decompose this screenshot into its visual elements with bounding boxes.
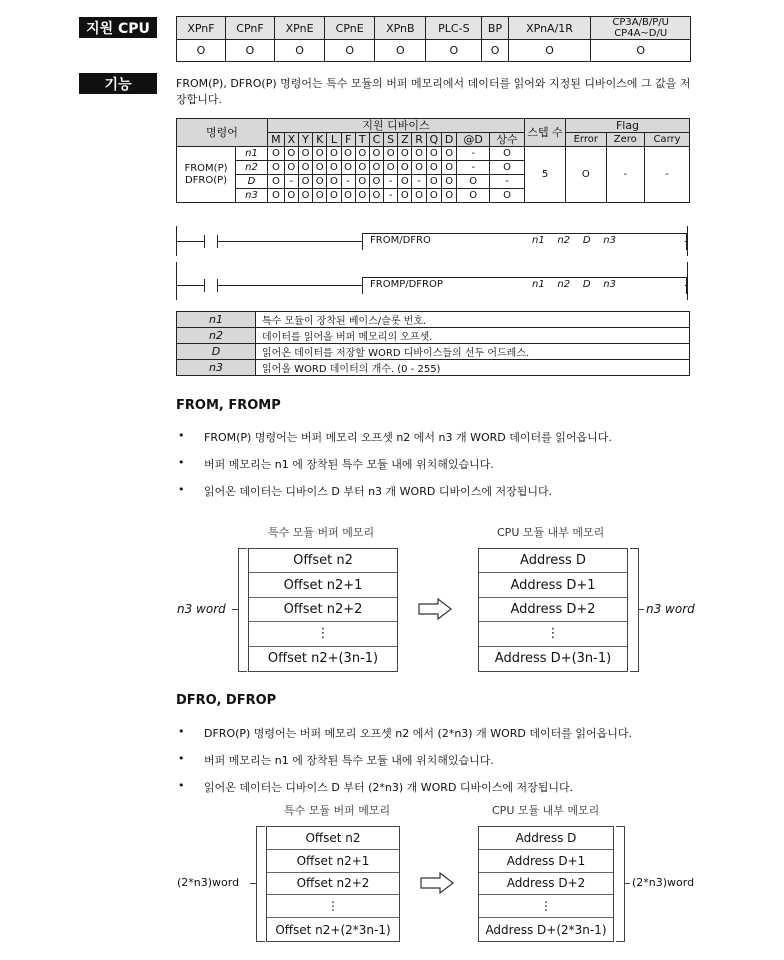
device-support-cell: O bbox=[313, 189, 327, 203]
s2-left-bracket bbox=[256, 826, 265, 942]
device-support-cell: O bbox=[442, 189, 457, 203]
operand-label: n2 bbox=[236, 161, 268, 175]
memory-cell: ⋮ bbox=[479, 622, 627, 646]
bullet-dot: • bbox=[178, 456, 185, 469]
bullet-item bbox=[178, 725, 698, 741]
device-support-cell: O bbox=[355, 189, 369, 203]
operand-description: 데이터를 읽어올 버퍼 메모리의 오프셋. bbox=[256, 328, 690, 344]
device-col-header: Z bbox=[398, 133, 412, 147]
device-support-cell: O bbox=[369, 147, 383, 161]
cpu-value: O bbox=[591, 40, 691, 62]
device-support-cell: O bbox=[341, 161, 355, 175]
device-support-cell: O bbox=[327, 161, 341, 175]
device-support-table bbox=[176, 118, 690, 203]
s1-left-bracket bbox=[238, 548, 247, 672]
memory-cell: Address D+(2*3n-1) bbox=[485, 922, 607, 937]
bullet-dot: • bbox=[178, 725, 185, 738]
device-support-cell: O bbox=[355, 175, 369, 189]
memory-cell: Address D bbox=[479, 827, 613, 850]
device-support-cell: O bbox=[398, 189, 412, 203]
memory-cell: Offset n2+1 bbox=[267, 850, 399, 873]
memory-cell: Offset n2+(3n-1) bbox=[267, 651, 379, 667]
step-count: 5 bbox=[525, 147, 566, 203]
s2-cpu-memory bbox=[478, 826, 614, 942]
memory-cell: Address D bbox=[479, 549, 627, 573]
s1-right-label: n3 word bbox=[646, 602, 695, 616]
ladder-instr-2: FROMP/DFROP bbox=[370, 279, 443, 290]
bullet-text: 읽어온 데이터는 디바이스 D 부터 n3 개 WORD 디바이스에 저장됩니다. bbox=[204, 485, 553, 498]
device-support-cell: O bbox=[298, 189, 312, 203]
device-support-cell: - bbox=[457, 147, 490, 161]
cpu-header: XPnF bbox=[177, 17, 226, 40]
contact-symbol bbox=[204, 279, 218, 292]
bullet-text: 읽어온 데이터는 디바이스 D 부터 (2*n3) 개 WORD 디바이스에 저장됩니다. bbox=[204, 781, 574, 794]
device-col-header: L bbox=[327, 133, 341, 147]
device-support-cell: O bbox=[298, 161, 312, 175]
s1-right-title: CPU 모듈 내부 메모리 bbox=[497, 526, 605, 539]
device-support-cell: - bbox=[412, 175, 426, 189]
s2-left-label: (2*n3)word bbox=[177, 876, 240, 889]
support-cpu-badge: 지원 CPU bbox=[79, 17, 157, 38]
device-support-cell: O bbox=[426, 161, 441, 175]
device-support-cell: O bbox=[369, 189, 383, 203]
device-support-cell: O bbox=[267, 161, 284, 175]
cpu-header: XPnA/1R bbox=[508, 17, 591, 40]
operand-label: D bbox=[236, 175, 268, 189]
ladder-ops-2: n1 n2 D n3 bbox=[532, 279, 616, 290]
flag-col-header: Error bbox=[566, 133, 607, 147]
device-support-cell: - bbox=[384, 175, 398, 189]
cpu-value: O bbox=[325, 40, 375, 62]
device-support-cell: O bbox=[412, 161, 426, 175]
s1-cpu-memory bbox=[478, 548, 628, 672]
device-support-cell: O bbox=[298, 175, 312, 189]
device-support-cell: O bbox=[327, 189, 341, 203]
device-support-cell: O bbox=[398, 175, 412, 189]
bullet-item bbox=[178, 483, 698, 499]
flag-header: Flag bbox=[566, 119, 690, 133]
device-support-cell: O bbox=[313, 147, 327, 161]
memory-cell: Offset n2+2 bbox=[267, 873, 399, 896]
device-header: 지원 디바이스 bbox=[267, 119, 524, 133]
bullet-item bbox=[178, 456, 698, 472]
memory-cell: Offset n2+(2*3n-1) bbox=[275, 922, 391, 937]
bullet-dot: • bbox=[178, 752, 185, 765]
device-col-header: R bbox=[412, 133, 426, 147]
device-col-header: @D bbox=[457, 133, 490, 147]
device-support-cell: O bbox=[457, 175, 490, 189]
bullet-text: 버퍼 메모리는 n1 에 장착된 특수 모듈 내에 위치해있습니다. bbox=[204, 754, 494, 767]
cpu-header: XPnE bbox=[275, 17, 325, 40]
command-name: FROM(P) DFRO(P) bbox=[177, 147, 236, 203]
device-col-header: Q bbox=[426, 133, 441, 147]
flag-value: - bbox=[606, 147, 644, 203]
operand-name: D bbox=[177, 344, 256, 360]
arrow-right-icon bbox=[418, 598, 452, 620]
device-support-cell: O bbox=[313, 175, 327, 189]
operand-label: n3 bbox=[236, 189, 268, 203]
function-description: FROM(P), DFRO(P) 명령어는 특수 모듈의 버퍼 메모리에서 데이터를 읽어와 지정된 디바이스에 그 값을 저장합니다. bbox=[176, 77, 691, 106]
device-support-cell: O bbox=[398, 161, 412, 175]
flag-value: O bbox=[566, 147, 607, 203]
cpu-header: CPnE bbox=[325, 17, 375, 40]
memory-cell: Address D+2 bbox=[479, 873, 613, 896]
arrow-right-icon bbox=[420, 872, 454, 894]
device-support-cell: O bbox=[442, 161, 457, 175]
s1-buffer-memory bbox=[248, 548, 398, 672]
memory-cell: ⋮ bbox=[479, 895, 613, 918]
memory-cell: Offset n2 bbox=[267, 827, 399, 850]
device-support-cell: O bbox=[412, 189, 426, 203]
device-support-cell: O bbox=[355, 147, 369, 161]
s2-right-bracket bbox=[616, 826, 625, 942]
s1-right-bracket bbox=[630, 548, 639, 672]
device-support-cell: O bbox=[341, 189, 355, 203]
device-col-header: D bbox=[442, 133, 457, 147]
device-support-cell: - bbox=[457, 161, 490, 175]
device-col-header: F bbox=[341, 133, 355, 147]
device-support-cell: O bbox=[490, 147, 525, 161]
contact-symbol bbox=[204, 235, 218, 248]
cpu-value: O bbox=[177, 40, 226, 62]
device-col-header: S bbox=[384, 133, 398, 147]
flag-col-header: Zero bbox=[606, 133, 644, 147]
bullet-text: 버퍼 메모리는 n1 에 장착된 특수 모듈 내에 위치해있습니다. bbox=[204, 458, 494, 471]
device-support-cell: - bbox=[490, 175, 525, 189]
function-badge: 기능 bbox=[79, 73, 157, 94]
bullet-dot: • bbox=[178, 483, 185, 496]
device-support-cell: - bbox=[341, 175, 355, 189]
ladder-ops-1: n1 n2 D n3 bbox=[532, 235, 616, 246]
device-col-header: K bbox=[313, 133, 327, 147]
device-col-header: T bbox=[355, 133, 369, 147]
bullet-text: DFRO(P) 명령어는 버퍼 메모리 오프셋 n2 에서 (2*n3) 개 WORD 데이터를 읽어옵니다. bbox=[204, 727, 632, 740]
flag-col-header: Carry bbox=[644, 133, 689, 147]
s2-buffer-memory bbox=[266, 826, 400, 942]
bullet-text: FROM(P) 명령어는 버퍼 메모리 오프셋 n2 에서 n3 개 WORD 데이터를 읽어옵니다. bbox=[204, 431, 612, 444]
device-support-cell: O bbox=[341, 147, 355, 161]
flag-value: - bbox=[644, 147, 689, 203]
cpu-header: CP3A/B/P/U CP4A~D/U bbox=[591, 17, 691, 40]
ladder-diagram-1 bbox=[176, 226, 688, 256]
device-support-cell: O bbox=[384, 147, 398, 161]
bullet-dot: • bbox=[178, 429, 185, 442]
device-support-cell: O bbox=[442, 175, 457, 189]
device-support-cell: O bbox=[267, 189, 284, 203]
device-support-cell: O bbox=[398, 147, 412, 161]
memory-cell: Address D+1 bbox=[479, 850, 613, 873]
device-support-cell: O bbox=[327, 147, 341, 161]
device-support-cell: O bbox=[384, 161, 398, 175]
device-support-cell: O bbox=[490, 161, 525, 175]
cpu-header: BP bbox=[482, 17, 508, 40]
device-support-cell: O bbox=[355, 161, 369, 175]
operand-name: n1 bbox=[177, 312, 256, 328]
cpu-value: O bbox=[375, 40, 426, 62]
device-col-header: 상수 bbox=[490, 133, 525, 147]
bullet-item bbox=[178, 429, 698, 445]
device-col-header: X bbox=[284, 133, 298, 147]
section-title-from: FROM, FROMP bbox=[176, 398, 281, 413]
cpu-value: O bbox=[426, 40, 482, 62]
operand-label: n1 bbox=[236, 147, 268, 161]
device-support-cell: O bbox=[327, 175, 341, 189]
device-col-header: Y bbox=[298, 133, 312, 147]
operand-table bbox=[176, 311, 690, 376]
ladder-instr-1: FROM/DFRO bbox=[370, 235, 431, 246]
device-support-cell: O bbox=[267, 175, 284, 189]
device-support-cell: O bbox=[426, 189, 441, 203]
memory-cell: Address D+(3n-1) bbox=[494, 651, 612, 667]
operand-name: n3 bbox=[177, 360, 256, 376]
cpu-header: CPnF bbox=[225, 17, 274, 40]
operand-description: 읽어온 데이터를 저장할 WORD 디바이스들의 선두 어드레스. bbox=[256, 344, 690, 360]
memory-cell: Address D+2 bbox=[479, 598, 627, 622]
device-support-cell: O bbox=[457, 189, 490, 203]
bullet-item bbox=[178, 779, 698, 795]
s2-left-title: 특수 모듈 버퍼 메모리 bbox=[284, 804, 391, 817]
device-support-cell: O bbox=[369, 175, 383, 189]
cpu-value: O bbox=[225, 40, 274, 62]
s2-right-label: (2*n3)word bbox=[632, 876, 695, 889]
memory-cell: ⋮ bbox=[267, 895, 399, 918]
device-support-cell: O bbox=[284, 147, 298, 161]
bullet-item bbox=[178, 752, 698, 768]
bullet-dot: • bbox=[178, 779, 185, 792]
cpu-value: O bbox=[508, 40, 591, 62]
device-col-header: C bbox=[369, 133, 383, 147]
operand-name: n2 bbox=[177, 328, 256, 344]
memory-cell: Address D+1 bbox=[479, 573, 627, 597]
operand-description: 특수 모듈이 장착된 베이스/슬롯 번호. bbox=[256, 312, 690, 328]
device-support-cell: O bbox=[490, 189, 525, 203]
device-support-cell: O bbox=[284, 161, 298, 175]
cpu-value: O bbox=[275, 40, 325, 62]
memory-cell: Offset n2 bbox=[249, 549, 397, 573]
device-support-cell: O bbox=[442, 147, 457, 161]
s1-left-title: 특수 모듈 버퍼 메모리 bbox=[268, 526, 375, 539]
command-header: 명령어 bbox=[177, 119, 268, 147]
device-support-cell: O bbox=[426, 175, 441, 189]
step-header: 스텝 수 bbox=[525, 119, 566, 147]
device-support-cell: O bbox=[412, 147, 426, 161]
device-support-cell: O bbox=[426, 147, 441, 161]
s1-left-label: n3 word bbox=[177, 602, 226, 616]
device-support-cell: O bbox=[298, 147, 312, 161]
cpu-header: PLC-S bbox=[426, 17, 482, 40]
device-support-cell: O bbox=[267, 147, 284, 161]
operand-description: 읽어올 WORD 데이터의 개수. (0 - 255) bbox=[256, 360, 690, 376]
device-col-header: M bbox=[267, 133, 284, 147]
cpu-header: XPnB bbox=[375, 17, 426, 40]
ladder-diagram-2 bbox=[176, 262, 688, 300]
memory-cell: Offset n2+1 bbox=[249, 573, 397, 597]
memory-cell: Offset n2+2 bbox=[249, 598, 397, 622]
cpu-value: O bbox=[482, 40, 508, 62]
cpu-support-table bbox=[176, 16, 691, 62]
device-support-cell: - bbox=[384, 189, 398, 203]
device-support-cell: O bbox=[284, 189, 298, 203]
device-support-cell: O bbox=[313, 161, 327, 175]
device-support-cell: O bbox=[369, 161, 383, 175]
section-title-dfro: DFRO, DFROP bbox=[176, 693, 277, 708]
memory-cell: ⋮ bbox=[249, 622, 397, 646]
s2-right-title: CPU 모듈 내부 메모리 bbox=[492, 804, 600, 817]
device-support-cell: - bbox=[284, 175, 298, 189]
